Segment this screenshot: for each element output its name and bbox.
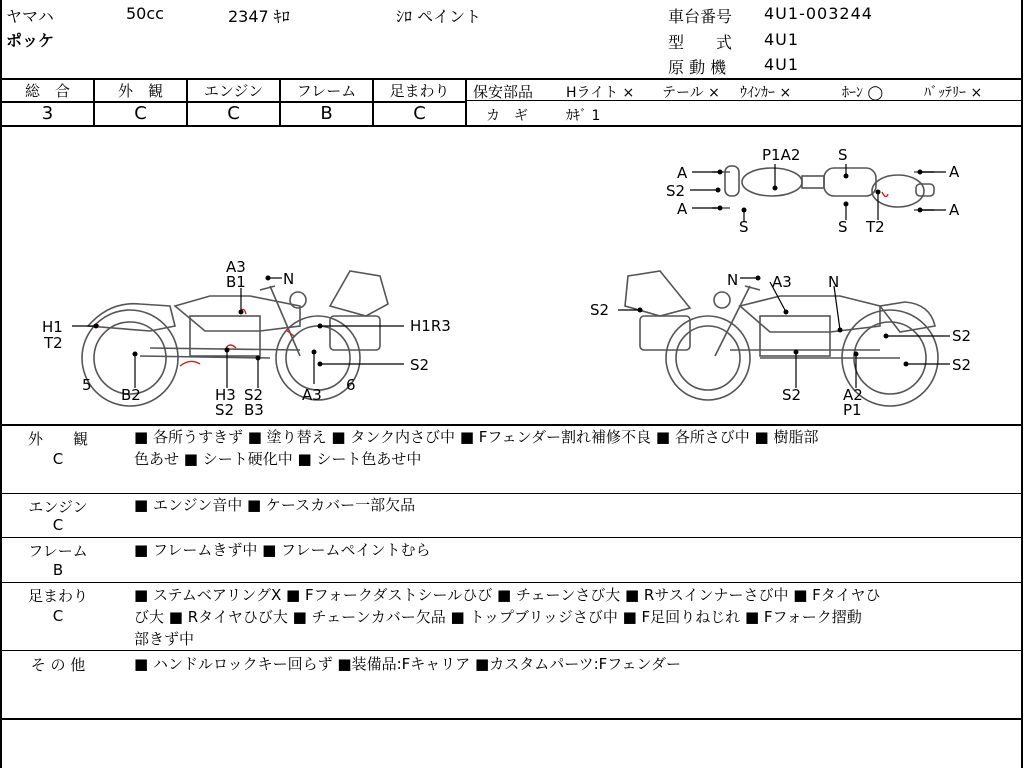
diag-label-S: S [838,218,848,236]
remark-text-engine [134,494,1019,516]
grade-total-value: 3 [41,103,54,124]
remark-cat-other: そ の 他 [30,656,86,674]
remark-grade-frame: B [52,561,64,579]
diag-label-5: 5 [82,376,92,394]
remark-cat-engine: エンジン [28,498,88,516]
diag-label-6: 6 [346,376,356,394]
engine-type-value: 4U1 [764,55,800,74]
diag-label-S2: S2 [782,386,802,404]
grade-suspension-value: C [413,103,426,124]
safety-battery: ﾊﾞｯﾃﾘｰ × [924,85,983,101]
remarks-divider-4 [0,650,1023,651]
diag-label-N: N [283,270,295,288]
diag-label-S2: S2 [590,301,610,319]
diag-label-S2: S2 [244,386,264,404]
remark-line: ■ フレームきず中 ■ フレームペイントむら [134,541,431,559]
remark-line: 部きず中 [134,630,195,648]
grade-exterior-value: C [134,103,147,124]
diag-label-A3: A3 [772,273,792,291]
body-color: ｼﾛ ペイント [396,7,482,26]
diag-label-S: S [838,146,848,164]
model-name: ポッケ [6,31,55,50]
diag-label-S: S [739,218,749,236]
remark-cat-suspension: 足まわり [27,587,88,605]
diag-label-H3: H3 [215,386,236,404]
maker: ヤマハ [6,7,54,26]
diag-label-S2: S2 [666,182,686,200]
remark-text-other [134,653,1019,675]
safety-headlight: Hライト × [566,85,635,101]
diag-label-S2: S2 [952,327,972,345]
diag-label-B1: B1 [226,273,246,291]
grade-engine-value: C [227,103,240,124]
damage-diagram [0,126,1022,424]
type-label: 型 式 [668,33,733,52]
safety-taillight: テール × [662,85,720,101]
frame-number-label: 車台番号 [668,7,733,26]
grade-engine-label: エンジン [203,82,264,100]
diag-label-N: N [727,271,739,289]
remarks-divider-2 [0,537,1023,538]
diag-label-H1R3: H1R3 [410,317,451,335]
grade-suspension-label: 足まわり [389,82,450,100]
mileage: 2347 ｷﾛ [228,7,290,26]
engine-type-label: 原 動 機 [668,58,727,77]
remark-line: ■ ステムベアリングX ■ Fフォークダストシールひび ■ チェーンさび大 ■ Rサスインナーさび中 ■ Fタイヤひ [134,586,881,604]
remarks-divider-3 [0,582,1023,583]
grade-total-label: 総 合 [24,82,70,100]
damage-marks [93,192,888,366]
diag-label-N: N [828,273,840,291]
remark-cat-frame: フレーム [28,542,88,560]
remark-line: び大 ■ Rタイヤひび大 ■ チェーンカバー欠品 ■ トップブリッジさび中 ■ F足回りねじれ ■ Fフォーク摺動 [134,608,862,626]
remark-line: ■ ハンドルロックキー回らず ■装備品:Fキャリア ■カスタムパーツ:Fフェンダー [134,655,681,673]
diag-label-B2: B2 [121,386,141,404]
diag-label-T2: T2 [44,334,63,352]
diag-label-A2: A2 [843,386,863,404]
key-label: カ ギ [486,108,528,124]
remark-line: ■ 各所うすきず ■ 塗り替え ■ タンク内さび中 ■ Fフェンダー割れ補修不良 ■ 各所さび中 ■ 樹脂部 [134,428,819,446]
remark-text-suspension [134,584,1019,650]
remark-grade-engine: C [52,516,64,534]
diag-label-A: A [949,201,960,219]
safety-label: 保安部品 [473,83,534,101]
remark-text-exterior [134,426,1019,470]
remark-line: ■ エンジン音中 ■ ケースカバー一部欠品 [134,496,416,514]
frame-number: 4U1-003244 [764,4,873,23]
remark-cat-exterior: 外 観 [27,430,88,448]
diag-label-B3: B3 [244,401,264,419]
remarks-divider-5 [0,718,1023,720]
type-value: 4U1 [764,30,800,49]
diag-label-P1A2: P1A2 [762,146,801,164]
diag-label-A: A [949,163,960,181]
grade-frame-value: B [320,103,333,124]
grade-sep-5 [465,78,467,126]
diag-label-S2: S2 [215,401,235,419]
safety-horn: ﾎｰﾝ ◯ [842,85,884,101]
diag-label-H1: H1 [42,318,63,336]
remark-line: 色あせ ■ シート硬化中 ■ シート色あせ中 [134,450,422,468]
remark-text-frame [134,539,1019,561]
diag-label-S2: S2 [952,356,972,374]
top-view-outline [712,166,934,210]
diag-label-A3: A3 [226,258,246,276]
diag-label-P1: P1 [843,401,862,419]
remark-grade-suspension: C [52,607,64,625]
displacement: 50cc [126,4,164,23]
remark-grade-exterior: C [52,450,64,468]
grade-frame-label: フレーム [296,82,357,100]
diag-label-A: A [677,164,688,182]
diag-label-T2: T2 [866,218,885,236]
safety-winker: ｳｲﾝｶｰ × [740,85,792,101]
diag-label-S2: S2 [410,356,430,374]
key-count: ｶｷﾞ 1 [566,108,601,124]
grade-exterior-label: 外 観 [117,82,163,100]
diag-label-A3: A3 [302,386,322,404]
diag-label-A: A [677,200,688,218]
